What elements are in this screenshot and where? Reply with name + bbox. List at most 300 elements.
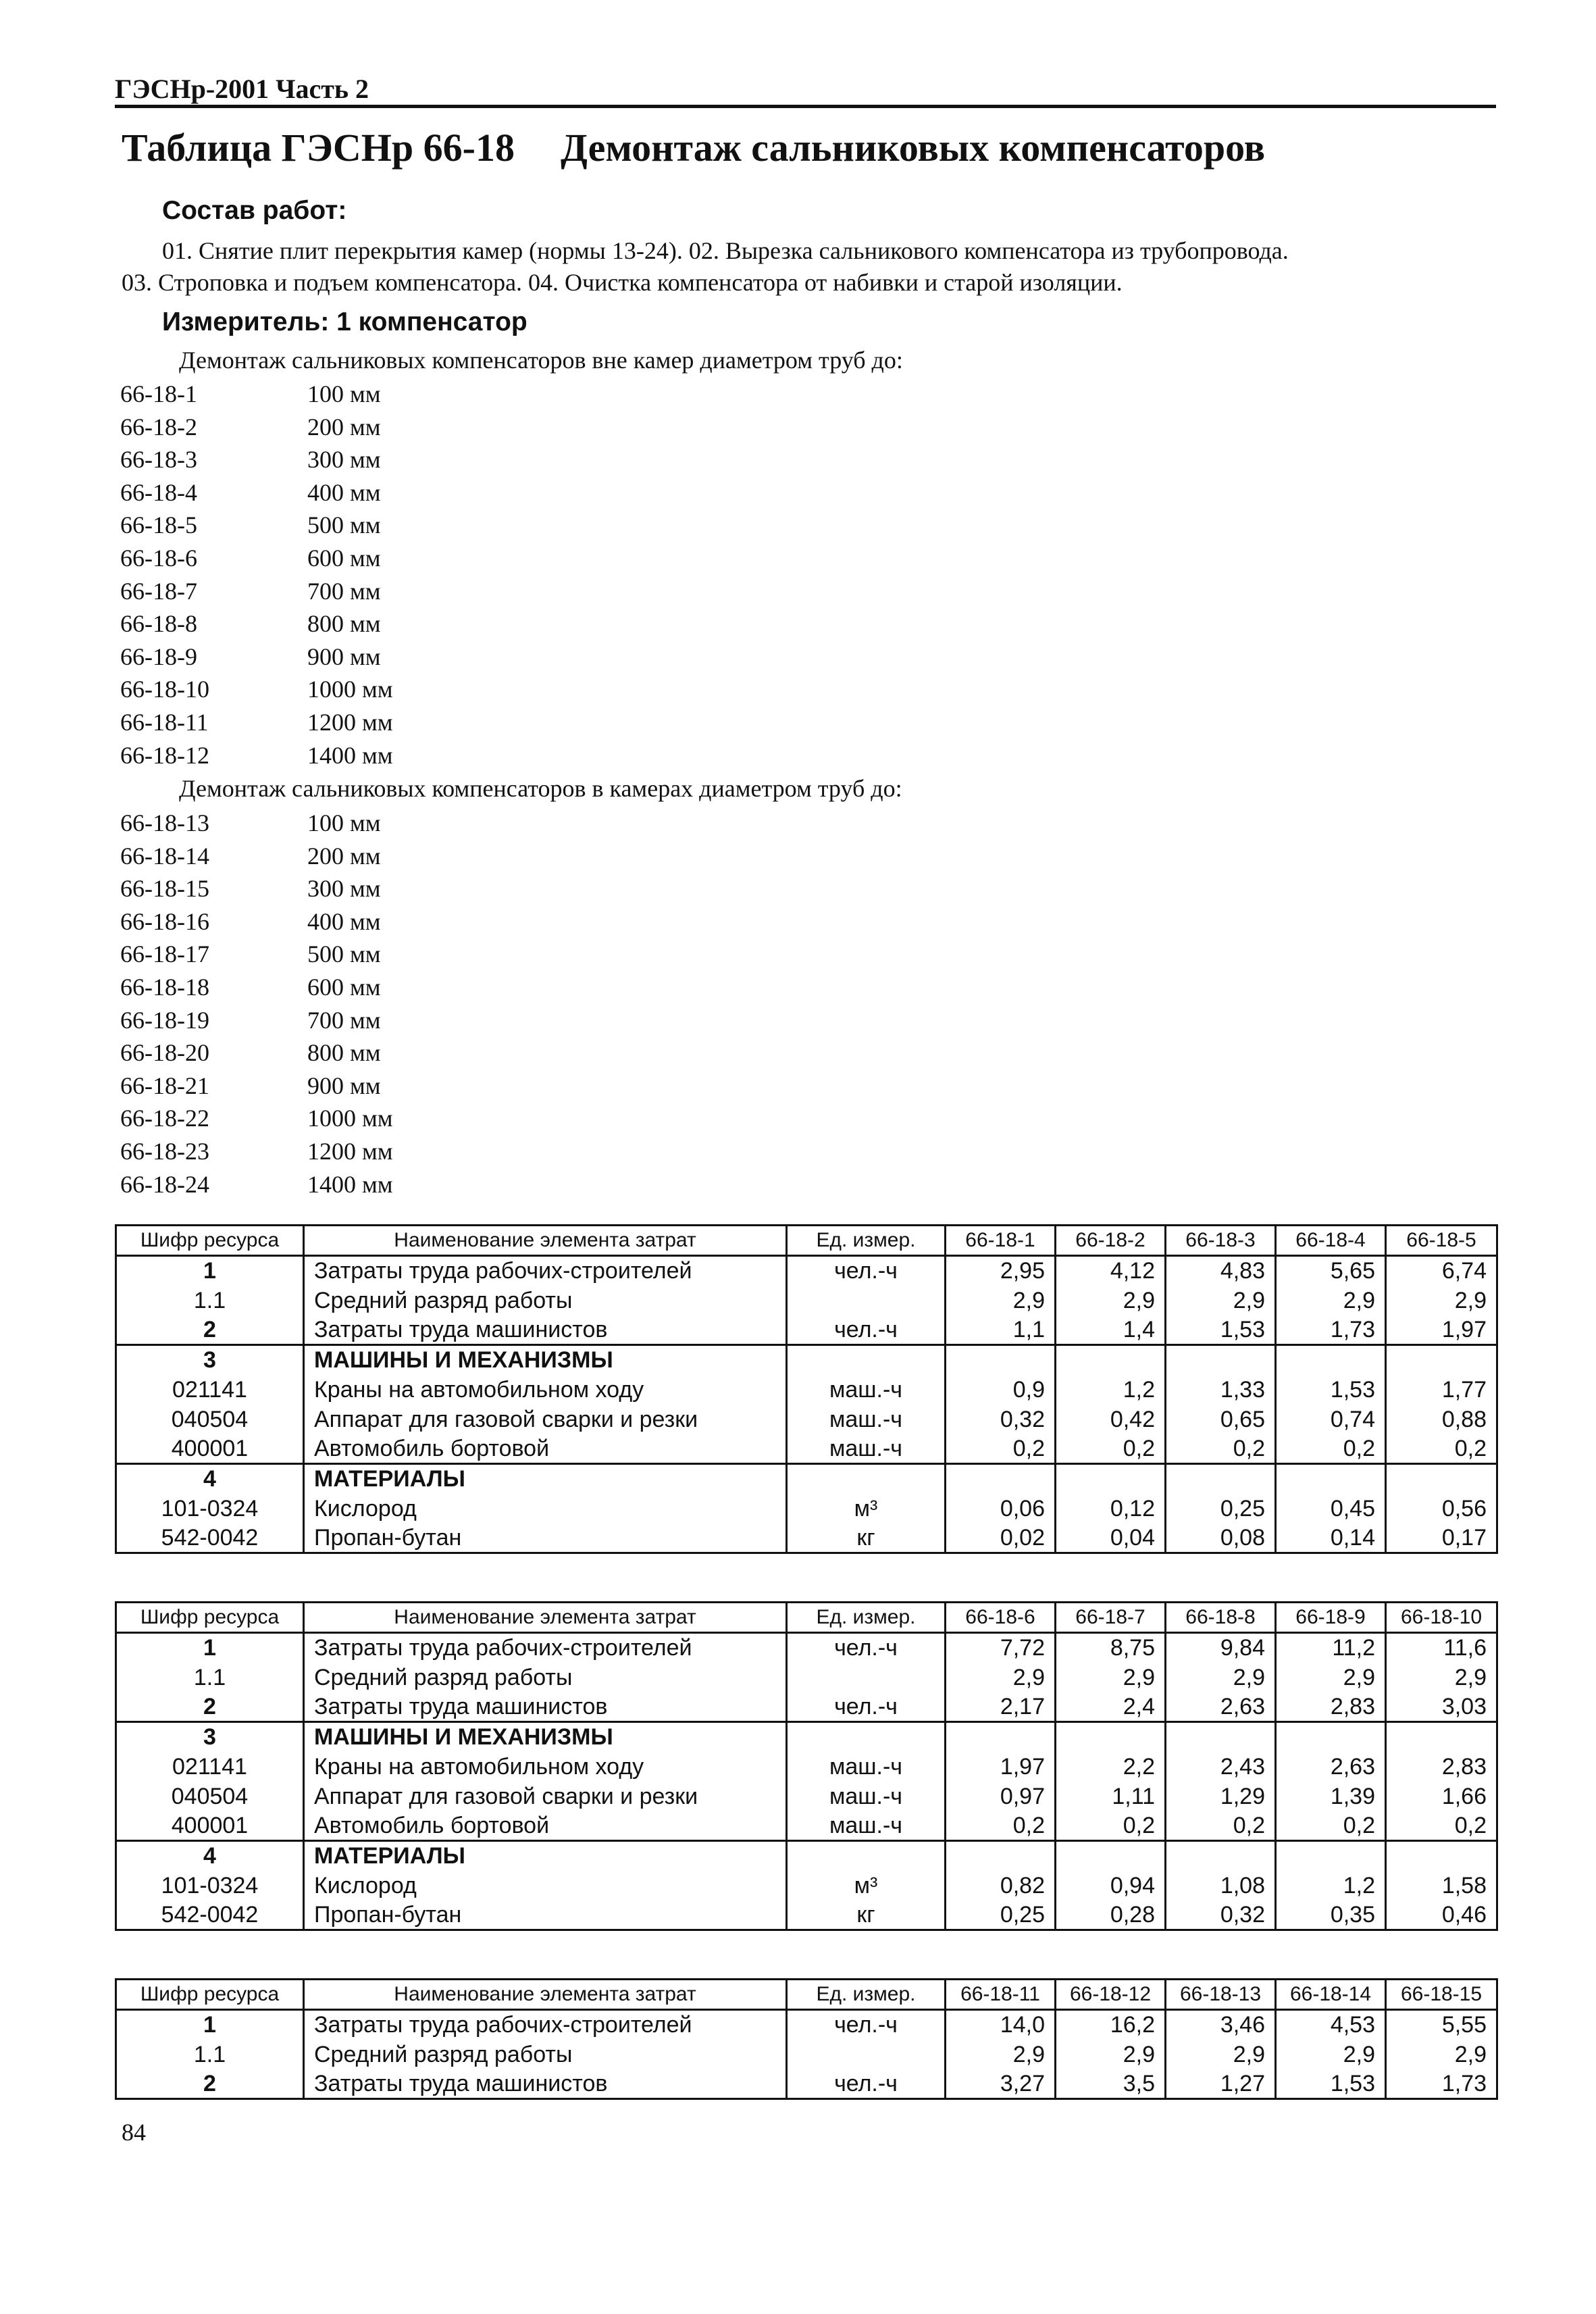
col-header-unit: Ед. измер.	[787, 1603, 946, 1633]
resource-table-1	[115, 1224, 1498, 1554]
norm-item	[120, 673, 393, 706]
norm-value: 7,72	[946, 1633, 1056, 1663]
norm-value: 1,53	[1166, 1315, 1276, 1345]
resource-name: Средний разряд работы	[304, 1663, 787, 1692]
col-header-norm: 66-18-3	[1166, 1226, 1276, 1256]
norm-diameter: 400 мм	[307, 907, 381, 935]
table-row	[116, 1722, 1497, 1752]
norm-item	[120, 607, 393, 640]
norm-item	[120, 971, 393, 1004]
norm-value: 3,46	[1166, 2010, 1276, 2040]
col-header-norm: 66-18-15	[1386, 1980, 1497, 2010]
resource-name: Средний разряд работы	[304, 1286, 787, 1315]
resource-code: 1	[116, 1256, 304, 1286]
norm-value	[1276, 1464, 1386, 1494]
norm-value: 11,6	[1386, 1633, 1497, 1663]
norm-value: 3,03	[1386, 1692, 1497, 1722]
norm-value: 1,97	[946, 1752, 1056, 1782]
norm-value: 1,08	[1166, 1871, 1276, 1901]
norm-value	[1276, 1841, 1386, 1871]
norm-value: 0,2	[946, 1434, 1056, 1464]
norm-item	[120, 640, 393, 674]
norm-value	[1166, 1722, 1276, 1752]
norm-code: 66-18-18	[120, 973, 209, 1001]
resource-code: 040504	[116, 1782, 304, 1811]
norm-item	[120, 1036, 393, 1070]
norm-value: 0,06	[946, 1494, 1056, 1524]
norm-value: 2,4	[1056, 1692, 1166, 1722]
col-header-norm: 66-18-4	[1276, 1226, 1386, 1256]
norm-value: 1,2	[1056, 1375, 1166, 1405]
norm-code: 66-18-9	[120, 643, 197, 670]
resource-name: Затраты труда машинистов	[304, 2069, 787, 2099]
col-header-norm: 66-18-9	[1276, 1603, 1386, 1633]
resource-name: Средний разряд работы	[304, 2040, 787, 2069]
norm-value: 2,43	[1166, 1752, 1276, 1782]
norm-value: 0,04	[1056, 1524, 1166, 1553]
norm-diameter: 300 мм	[307, 875, 381, 903]
col-header-unit: Ед. измер.	[787, 1980, 946, 2010]
norm-value: 2,9	[946, 2040, 1056, 2069]
resource-name: Кислород	[304, 1494, 787, 1524]
col-header-norm: 66-18-10	[1386, 1603, 1497, 1633]
norm-code: 66-18-11	[120, 708, 209, 736]
norm-value	[1056, 1841, 1166, 1871]
resource-code: 2	[116, 1692, 304, 1722]
norm-diameter: 700 мм	[307, 1006, 381, 1034]
norm-value: 0,2	[1166, 1811, 1276, 1841]
resource-unit: чел.-ч	[787, 1256, 946, 1286]
norm-item	[120, 575, 393, 608]
resource-name: Автомобиль бортовой	[304, 1434, 787, 1464]
norm-item	[120, 1168, 393, 1201]
resource-unit	[787, 1286, 946, 1315]
resource-name: МАТЕРИАЛЫ	[304, 1464, 787, 1494]
resource-code: 1	[116, 1633, 304, 1663]
norm-code: 66-18-22	[120, 1105, 209, 1132]
norm-diameter: 100 мм	[307, 809, 381, 836]
norm-value: 2,9	[1386, 2040, 1497, 2069]
col-header-norm: 66-18-14	[1276, 1980, 1386, 2010]
header-row	[116, 1603, 1497, 1633]
resource-name: Затраты труда машинистов	[304, 1315, 787, 1345]
table-row	[116, 1782, 1497, 1811]
norm-diameter: 1400 мм	[307, 741, 393, 769]
col-header-norm: 66-18-2	[1056, 1226, 1166, 1256]
resource-code: 1.1	[116, 2040, 304, 2069]
norm-item	[120, 807, 393, 840]
col-header-norm: 66-18-11	[946, 1980, 1056, 2010]
norm-diameter: 900 мм	[307, 1072, 381, 1099]
norm-value: 1,2	[1276, 1871, 1386, 1901]
norm-value: 3,27	[946, 2069, 1056, 2099]
norm-value: 1,11	[1056, 1782, 1166, 1811]
norm-value: 1,39	[1276, 1782, 1386, 1811]
col-header-code: Шифр ресурса	[116, 1603, 304, 1633]
table-row	[116, 1256, 1497, 1286]
norm-value	[1056, 1722, 1166, 1752]
resource-name: Затраты труда машинистов	[304, 1692, 787, 1722]
group-heading-inside: Демонтаж сальниковых компенсаторов в камерах диаметром труб до:	[179, 775, 902, 802]
norm-value: 2,9	[1386, 1286, 1497, 1315]
norm-diameter: 300 мм	[307, 446, 381, 474]
norm-value: 1,53	[1276, 1375, 1386, 1405]
norm-value: 0,25	[946, 1901, 1056, 1930]
resource-name: Пропан-бутан	[304, 1901, 787, 1930]
resource-code: 021141	[116, 1375, 304, 1405]
norm-item	[120, 411, 393, 444]
measure-unit: Измеритель: 1 компенсатор	[162, 307, 527, 336]
resource-unit	[787, 1841, 946, 1871]
norm-value	[1056, 1345, 1166, 1375]
norm-value: 0,74	[1276, 1405, 1386, 1434]
norm-value: 0,82	[946, 1871, 1056, 1901]
resource-code: 021141	[116, 1752, 304, 1782]
resource-unit: маш.-ч	[787, 1434, 946, 1464]
norm-value: 2,9	[1386, 1663, 1497, 1692]
norm-value	[1276, 1345, 1386, 1375]
norm-value: 0,28	[1056, 1901, 1166, 1930]
table-name: Демонтаж сальниковых компенсаторов	[561, 126, 1266, 170]
norm-value: 1,29	[1166, 1782, 1276, 1811]
col-header-norm: 66-18-8	[1166, 1603, 1276, 1633]
norm-value: 2,63	[1166, 1692, 1276, 1722]
norm-value	[1056, 1464, 1166, 1494]
norm-value: 2,9	[946, 1663, 1056, 1692]
table-row	[116, 2069, 1497, 2099]
norm-diameter: 200 мм	[307, 413, 381, 441]
col-header-code: Шифр ресурса	[116, 1980, 304, 2010]
norm-code: 66-18-1	[120, 380, 197, 407]
resource-name: Аппарат для газовой сварки и резки	[304, 1405, 787, 1434]
norm-value: 2,9	[1166, 1663, 1276, 1692]
norm-item	[120, 840, 393, 873]
norm-value	[1276, 1722, 1386, 1752]
norm-diameter: 1200 мм	[307, 708, 393, 736]
resource-code: 542-0042	[116, 1901, 304, 1930]
col-header-norm: 66-18-1	[946, 1226, 1056, 1256]
norm-value: 1,1	[946, 1315, 1056, 1345]
resource-name: Затраты труда рабочих-строителей	[304, 1256, 787, 1286]
norm-code: 66-18-14	[120, 842, 209, 870]
resource-unit: м³	[787, 1871, 946, 1901]
norm-value: 5,65	[1276, 1256, 1386, 1286]
group-heading-outside: Демонтаж сальниковых компенсаторов вне камер диаметром труб до:	[179, 347, 903, 374]
norm-value: 2,9	[1056, 1663, 1166, 1692]
table-row	[116, 1871, 1497, 1901]
col-header-norm: 66-18-7	[1056, 1603, 1166, 1633]
resource-code: 4	[116, 1841, 304, 1871]
norm-diameter: 200 мм	[307, 842, 381, 870]
norm-item	[120, 509, 393, 542]
table-title	[122, 125, 1265, 170]
header-row	[116, 1226, 1497, 1256]
norm-value: 14,0	[946, 2010, 1056, 2040]
resource-unit: чел.-ч	[787, 1633, 946, 1663]
norm-code: 66-18-16	[120, 907, 209, 935]
norm-value: 0,46	[1386, 1901, 1497, 1930]
resource-code: 542-0042	[116, 1524, 304, 1553]
col-header-name: Наименование элемента затрат	[304, 1603, 787, 1633]
table-number: Таблица ГЭСНр 66-18	[122, 126, 515, 170]
norm-value	[946, 1841, 1056, 1871]
norm-value	[946, 1345, 1056, 1375]
norm-value: 0,32	[946, 1405, 1056, 1434]
norm-code: 66-18-4	[120, 478, 197, 506]
norm-code: 66-18-21	[120, 1072, 209, 1099]
resource-table-2	[115, 1601, 1498, 1931]
table-row	[116, 1345, 1497, 1375]
resource-table-3	[115, 1978, 1498, 2100]
norm-value: 3,5	[1056, 2069, 1166, 2099]
resource-code: 4	[116, 1464, 304, 1494]
work-composition-line-1: 01. Снятие плит перекрытия камер (нормы 13-24). 02. Вырезка сальникового компенсатора из трубопровода.	[162, 237, 1289, 264]
resource-code: 040504	[116, 1405, 304, 1434]
norm-value: 0,56	[1386, 1494, 1497, 1524]
resource-code: 1.1	[116, 1286, 304, 1315]
norm-value: 1,77	[1386, 1375, 1497, 1405]
norm-item	[120, 938, 393, 971]
norm-code: 66-18-7	[120, 577, 197, 605]
norm-value: 2,9	[1276, 2040, 1386, 2069]
resource-unit: маш.-ч	[787, 1405, 946, 1434]
resource-name: МАШИНЫ И МЕХАНИЗМЫ	[304, 1345, 787, 1375]
norm-value: 0,2	[946, 1811, 1056, 1841]
norm-value: 2,9	[1276, 1286, 1386, 1315]
norm-diameter: 500 мм	[307, 511, 381, 539]
norm-item	[120, 542, 393, 575]
resource-name: МАТЕРИАЛЫ	[304, 1841, 787, 1871]
norm-value: 0,08	[1166, 1524, 1276, 1553]
norm-diameter: 700 мм	[307, 577, 381, 605]
norm-value: 0,2	[1276, 1811, 1386, 1841]
norm-code: 66-18-12	[120, 741, 209, 769]
norm-item	[120, 443, 393, 476]
norm-value: 0,02	[946, 1524, 1056, 1553]
norm-code: 66-18-13	[120, 809, 209, 836]
norm-value: 2,9	[1166, 1286, 1276, 1315]
resource-name: Аппарат для газовой сварки и резки	[304, 1782, 787, 1811]
norm-diameter: 800 мм	[307, 610, 381, 638]
norm-value: 0,88	[1386, 1405, 1497, 1434]
resource-unit: чел.-ч	[787, 1315, 946, 1345]
norm-value	[946, 1722, 1056, 1752]
work-composition-line-2: 03. Строповка и подъем компенсатора. 04. Очистка компенсатора от набивки и старой изоляции.	[122, 269, 1123, 296]
table-row	[116, 1494, 1497, 1524]
norm-value	[1386, 1345, 1497, 1375]
norm-value: 2,9	[1276, 1663, 1386, 1692]
norm-value: 1,73	[1276, 1315, 1386, 1345]
norm-value: 4,53	[1276, 2010, 1386, 2040]
norm-code: 66-18-19	[120, 1006, 209, 1034]
norm-value: 0,2	[1056, 1434, 1166, 1464]
resource-unit: м³	[787, 1494, 946, 1524]
norm-value: 2,83	[1276, 1692, 1386, 1722]
norm-item	[120, 1135, 393, 1168]
col-header-name: Наименование элемента затрат	[304, 1980, 787, 2010]
col-header-norm: 66-18-12	[1056, 1980, 1166, 2010]
resource-code: 2	[116, 2069, 304, 2099]
resource-unit: чел.-ч	[787, 2010, 946, 2040]
table-row	[116, 1633, 1497, 1663]
norm-value: 1,97	[1386, 1315, 1497, 1345]
norm-value: 0,12	[1056, 1494, 1166, 1524]
norm-value: 2,63	[1276, 1752, 1386, 1782]
resource-unit	[787, 1722, 946, 1752]
table-row	[116, 1524, 1497, 1553]
table-row	[116, 2010, 1497, 2040]
norm-code: 66-18-2	[120, 413, 197, 441]
norm-diameter: 600 мм	[307, 973, 381, 1001]
table-row	[116, 1315, 1497, 1345]
norm-diameter: 1400 мм	[307, 1170, 393, 1198]
norm-list-outside	[120, 378, 393, 772]
norm-value: 6,74	[1386, 1256, 1497, 1286]
norm-value: 0,2	[1276, 1434, 1386, 1464]
norm-value: 0,35	[1276, 1901, 1386, 1930]
norm-code: 66-18-23	[120, 1137, 209, 1165]
norm-item	[120, 1004, 393, 1037]
col-header-norm: 66-18-6	[946, 1603, 1056, 1633]
norm-item	[120, 476, 393, 509]
norm-diameter: 600 мм	[307, 544, 381, 572]
norm-item	[120, 739, 393, 772]
col-header-name: Наименование элемента затрат	[304, 1226, 787, 1256]
table-row	[116, 1752, 1497, 1782]
resource-name: Краны на автомобильном ходу	[304, 1375, 787, 1405]
norm-value: 2,9	[1166, 2040, 1276, 2069]
norm-list-inside	[120, 807, 393, 1201]
table-row	[116, 1901, 1497, 1930]
resource-code: 101-0324	[116, 1871, 304, 1901]
norm-value: 2,9	[946, 1286, 1056, 1315]
norm-value: 1,33	[1166, 1375, 1276, 1405]
norm-diameter: 1000 мм	[307, 1105, 393, 1132]
running-header: ГЭСНр-2001 Часть 2	[115, 73, 1496, 108]
col-header-norm: 66-18-5	[1386, 1226, 1497, 1256]
resource-name: Затраты труда рабочих-строителей	[304, 1633, 787, 1663]
norm-value: 1,66	[1386, 1782, 1497, 1811]
norm-diameter: 400 мм	[307, 478, 381, 506]
resource-name: Краны на автомобильном ходу	[304, 1752, 787, 1782]
norm-diameter: 100 мм	[307, 380, 381, 407]
table-row	[116, 1464, 1497, 1494]
norm-value: 11,2	[1276, 1633, 1386, 1663]
norm-value	[1386, 1722, 1497, 1752]
resource-code: 400001	[116, 1434, 304, 1464]
norm-value	[1386, 1464, 1497, 1494]
norm-item	[120, 872, 393, 905]
norm-item	[120, 1102, 393, 1135]
resource-code: 2	[116, 1315, 304, 1345]
norm-value: 0,42	[1056, 1405, 1166, 1434]
norm-value: 0,2	[1166, 1434, 1276, 1464]
norm-value: 5,55	[1386, 2010, 1497, 2040]
col-header-unit: Ед. измер.	[787, 1226, 946, 1256]
norm-value: 2,83	[1386, 1752, 1497, 1782]
norm-code: 66-18-24	[120, 1170, 209, 1198]
norm-value: 0,9	[946, 1375, 1056, 1405]
resource-unit	[787, 1663, 946, 1692]
norm-value	[1386, 1841, 1497, 1871]
resource-unit: маш.-ч	[787, 1375, 946, 1405]
norm-value: 4,12	[1056, 1256, 1166, 1286]
norm-diameter: 1000 мм	[307, 676, 393, 703]
col-header-norm: 66-18-13	[1166, 1980, 1276, 2010]
norm-value: 2,9	[1056, 2040, 1166, 2069]
header-row	[116, 1980, 1497, 2010]
norm-diameter: 1200 мм	[307, 1137, 393, 1165]
resource-unit: маш.-ч	[787, 1811, 946, 1841]
table-row	[116, 1286, 1497, 1315]
norm-item	[120, 905, 393, 938]
norm-value: 4,83	[1166, 1256, 1276, 1286]
resource-name: Пропан-бутан	[304, 1524, 787, 1553]
norm-code: 66-18-17	[120, 940, 209, 968]
col-header-code: Шифр ресурса	[116, 1226, 304, 1256]
norm-value: 1,27	[1166, 2069, 1276, 2099]
page-number: 84	[122, 2119, 146, 2146]
norm-value: 0,2	[1056, 1811, 1166, 1841]
norm-value: 0,94	[1056, 1871, 1166, 1901]
norm-value: 2,2	[1056, 1752, 1166, 1782]
norm-code: 66-18-15	[120, 875, 209, 903]
table-row	[116, 1375, 1497, 1405]
norm-value: 2,17	[946, 1692, 1056, 1722]
norm-code: 66-18-10	[120, 676, 209, 703]
norm-code: 66-18-3	[120, 446, 197, 474]
resource-name: Затраты труда рабочих-строителей	[304, 2010, 787, 2040]
norm-value: 2,9	[1056, 1286, 1166, 1315]
table-row	[116, 1811, 1497, 1841]
norm-value: 0,97	[946, 1782, 1056, 1811]
norm-diameter: 800 мм	[307, 1039, 381, 1067]
norm-value: 16,2	[1056, 2010, 1166, 2040]
norm-value: 1,58	[1386, 1871, 1497, 1901]
norm-value	[946, 1464, 1056, 1494]
resource-code: 3	[116, 1722, 304, 1752]
norm-value: 9,84	[1166, 1633, 1276, 1663]
norm-value: 0,14	[1276, 1524, 1386, 1553]
resource-code: 3	[116, 1345, 304, 1375]
norm-item	[120, 378, 393, 411]
norm-code: 66-18-20	[120, 1039, 209, 1067]
resource-code: 1	[116, 2010, 304, 2040]
table-row	[116, 1841, 1497, 1871]
resource-name: Автомобиль бортовой	[304, 1811, 787, 1841]
norm-value: 0,17	[1386, 1524, 1497, 1553]
norm-value: 2,95	[946, 1256, 1056, 1286]
norm-value: 0,32	[1166, 1901, 1276, 1930]
resource-name: МАШИНЫ И МЕХАНИЗМЫ	[304, 1722, 787, 1752]
resource-unit: маш.-ч	[787, 1752, 946, 1782]
norm-item	[120, 706, 393, 739]
norm-value: 1,4	[1056, 1315, 1166, 1345]
resource-unit	[787, 1464, 946, 1494]
table-row	[116, 1692, 1497, 1722]
norm-value: 1,53	[1276, 2069, 1386, 2099]
norm-value	[1166, 1464, 1276, 1494]
resource-code: 1.1	[116, 1663, 304, 1692]
norm-value: 0,65	[1166, 1405, 1276, 1434]
resource-unit	[787, 2040, 946, 2069]
norm-value: 0,45	[1276, 1494, 1386, 1524]
resource-unit: чел.-ч	[787, 2069, 946, 2099]
norm-item	[120, 1070, 393, 1103]
norm-diameter: 500 мм	[307, 940, 381, 968]
table-row	[116, 2040, 1497, 2069]
table-row	[116, 1405, 1497, 1434]
